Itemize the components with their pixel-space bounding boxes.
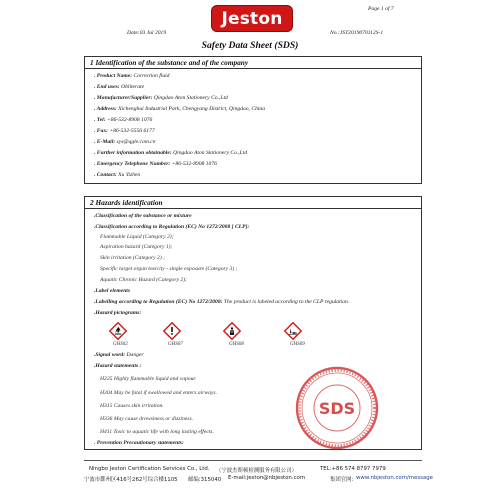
hazard-statement: H411 Toxic to aquatic life with long lasting effects.	[100, 429, 214, 435]
ghs07-label: GHS07	[168, 342, 183, 347]
footer-postcode: 邮编:315040	[188, 477, 222, 483]
labelling-regulation-row: .Labelling according to Regulation (EC) No 1272/2008: The product is labeled according to the CLP regulation.	[94, 299, 350, 305]
section-1-divider	[84, 68, 422, 69]
manufacturer-row: . Manufacturer/Supplier: Qingdao Aton Stationery Co.,Ltd	[94, 95, 228, 101]
certification-stamp	[292, 363, 382, 453]
hazard-statements-heading: .Hazard statements :	[94, 363, 142, 369]
fax-row: . Fax: +86-532-5556 6177	[94, 128, 155, 134]
section-1-title: 1 Identification of the substance and of the company	[90, 58, 249, 67]
ghs02-label: GHS02	[113, 342, 128, 347]
ghs09-label: GHS09	[290, 342, 305, 347]
document-title: Safety Data Sheet (SDS)	[201, 40, 299, 51]
hazard-class-item: Aspiration hazard (Category 1);	[100, 244, 173, 250]
hazard-statement: H225 Highly flammable liquid and vapour.	[100, 376, 197, 382]
health-hazard-icon	[223, 322, 241, 340]
further-info-row: . Further information obtainable: Qingdao Aton Stationery Co.,Ltd	[94, 150, 248, 156]
precautionary-heading: . Prevention Precautionary statements:	[94, 440, 184, 446]
hazard-statement: H315 Causes skin irritation.	[100, 403, 164, 409]
footer-address: 宁波市鄞州区416号262号综合楼1105	[84, 477, 178, 483]
page-number: Page 1 of 7	[368, 6, 394, 12]
classification-regulation: .Classification according to Regulation (EC) No 1272/2008 [ CLP]:	[94, 224, 250, 230]
document-date: Date:03 Jul 2019	[127, 30, 167, 36]
address-row: . Address: Xichenghui Industrial Park, Chengyang District, Qingdao, China	[94, 106, 266, 112]
hazard-class-item: Aquatic Chronic Hazard (Category 2);	[100, 277, 187, 283]
jeston-logo	[211, 5, 293, 32]
stamp-text: SDS	[318, 399, 356, 418]
flame-icon	[109, 322, 127, 340]
footer-company-cn: （宁波杰斯顿检测服务有限公司）	[216, 468, 297, 474]
pictograms-heading: .Hazard pictograms:	[94, 310, 142, 316]
label-elements-heading: .Label elements	[94, 288, 131, 294]
hazard-statement: H304 May be fatal if swallowed and enters airways.	[100, 390, 217, 396]
ghs08-label: GHS08	[229, 342, 244, 347]
section-2-title: 2 Hazards identification	[90, 198, 163, 207]
contact-row: . Contact: Xu Yizhen	[94, 172, 141, 178]
emergency-phone-row: . Emergency Telephone Number: +86-532-8908 1076	[94, 161, 217, 167]
email-row: . E-Mail: sys@qgle.com.cn	[94, 139, 156, 145]
hazard-class-item: Skin irritation (Category 2) ;	[100, 255, 165, 261]
footer-email: E-mail:jeston@nbjeston.com	[228, 475, 306, 481]
logo-text: Jeston	[221, 8, 283, 29]
hazard-class-item: Flammable Liquid (Category 2);	[100, 234, 174, 240]
environment-icon	[284, 322, 302, 340]
product-name-row: . Product Name: Correction fluid	[94, 73, 170, 79]
footer-company: Ningbo Jeston Certification Services Co., Ltd.	[89, 466, 210, 472]
hazard-class-item: Specific target organ toxicity - single exposure (Category 3) ;	[100, 266, 238, 272]
classification-heading: .Classification of the substance or mixture	[94, 213, 192, 219]
document-number: No.:JST2019070112S-1	[330, 30, 384, 36]
footer-divider	[84, 460, 422, 461]
footer-tel: TEL:+86 574 8797 7979	[320, 466, 386, 472]
tel-row: . Tel: +86-532-8908 1076	[94, 117, 153, 123]
signal-word-row: .Signal word: Danger	[94, 352, 144, 358]
footer-web-label: 集团官网:	[330, 477, 354, 483]
exclamation-icon	[163, 322, 181, 340]
end-uses-row: . End uses: Obliterate	[94, 84, 145, 90]
hazard-statement: H336 May cause drowsiness or dizziness.	[100, 416, 194, 422]
section-2-divider	[84, 208, 422, 209]
footer-website-link[interactable]: www.nbjeston.com/message	[356, 475, 434, 481]
